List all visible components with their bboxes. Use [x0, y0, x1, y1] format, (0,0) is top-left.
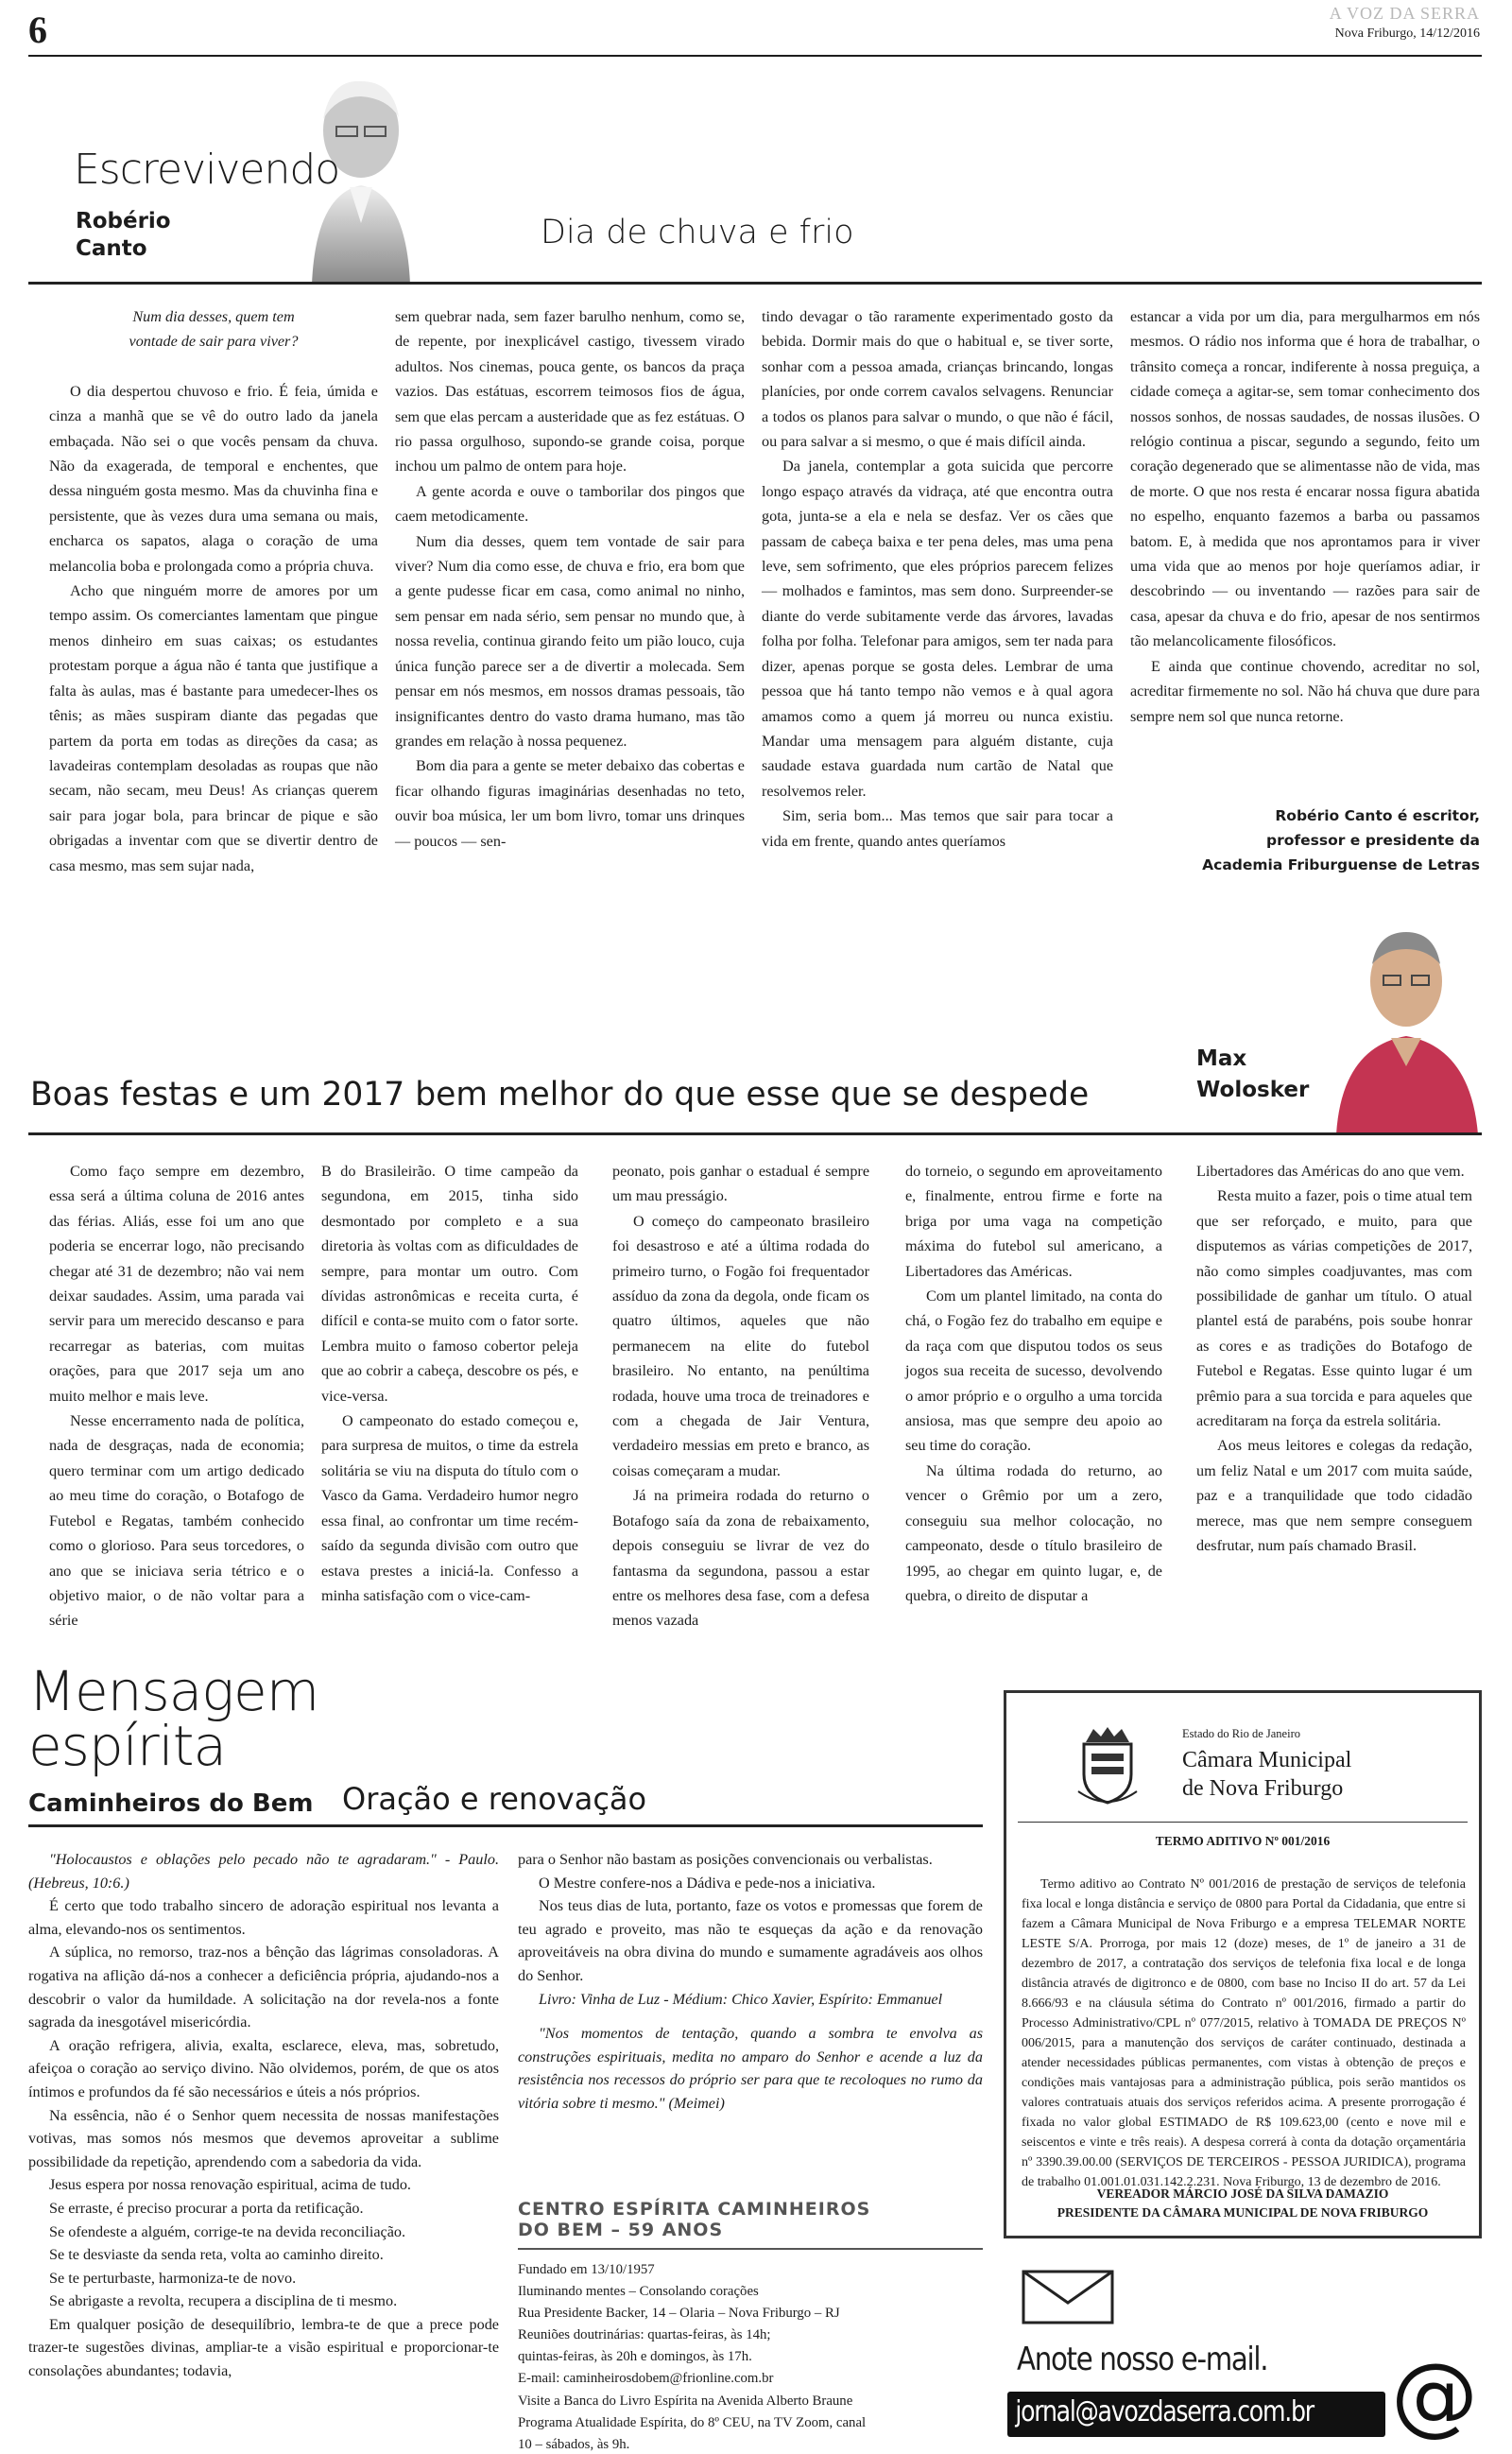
header-rule — [28, 55, 1482, 57]
article1-col4: estancar a vida por um dia, para mergulharmos em nós mesmos. O rádio nos informa que é hora de trabalhar, o trânsito começa a roncar, indiferente à nossa preguiça, a cidade começa a agitar-se, sem tomar conhecimento dos nossos sonhos, de nossas saudades, de nossas ilusões. O relógio continua a piscar, segundo a segundo, feito um coração degenerado que se alimentasse não de vida, mas de morte. O que nos resta é encarar nossa figura abatida no espelho, enquanto fazemos a barba ou passamos batom. E, à medida que nos aprontamos para ir viver uma vida que ao menos por hoje queríamos adiar, ir descobrindo — ou inventando — razões para sair de casa, apesar da chuva e do frio, apesar de nos sentirmos tão melancolicamente filosóficos. E ainda que continue chovendo, acreditar no sol, acreditar firmemente no sol. Não há chuva que dure para sempre nem sol que nunca retorne. — [1130, 308, 1480, 725]
notice-rule — [1018, 1822, 1468, 1823]
section-escrevivendo: Escrevivendo — [74, 146, 340, 194]
section-rule — [28, 282, 1482, 285]
author-photo-max — [1332, 915, 1482, 1134]
notice-state: Estado do Rio de Janeiro — [1182, 1727, 1300, 1740]
article3-col1: "Holocaustos e oblações pelo pecado não te agradaram." - Paulo. (Hebreus, 10:6.) É certo que todo trabalho sincero de adoração espiritual nos levanta a alma, elevando-nos os sentimentos. A súplica, no remorso, traz-nos a bênção das lágrimas consoladoras. A rogativa na aflição dá-nos a conhecer a deficiência própria, ajudando-nos a descobrir o valor da humildade. A solicitação na dor revela-nos a fonte sagrada da inesgotável misericórdia. A oração refrigera, alivia, exalta, esclarece, eleva, mas, sobretudo, afeiçoa o coração ao serviço divino. Não olvidemos, porém, de que os atos íntimos e profundos da fé são necessários e úteis a nós próprios. Na essência, não é o Senhor quem necessita de nossas manifestações votivas, mas somos nós mesmos que devemos aproveitar a sublime possibilidade da repetição, aprendendo com a sabedoria da vida. Jesus espera por nossa renovação espiritual, acima de tudo. Se erraste, é preciso procurar a porta da retificação. Se ofendeste a alguém, corrige-te na devida reconciliação. Se te desviaste da senda reta, volta ao caminho direito. Se te perturbaste, harmoniza-te de novo. Se abrigaste a revolta, recupera a disciplina de ti mesmo. Em qualquer posição de desequilíbrio, lembra-te de que a prece pode trazer-te sugestões divinas, ampliar-te a visão espiritual e proporcionar-te consolações abundantes; todavia, — [28, 1851, 499, 2380]
notice-org: Câmara Municipal de Nova Friburgo — [1182, 1748, 1352, 1801]
page-number: 6 — [28, 9, 47, 51]
at-sign-icon: @ — [1391, 2344, 1478, 2445]
ad-line1: Anote nosso e-mail. — [1017, 2341, 1268, 2378]
email-ad — [1004, 2259, 1482, 2448]
author-max: Max Wolosker — [1196, 1046, 1310, 1103]
section-mensagem-espirita: Mensagem espírita — [28, 1659, 319, 1778]
masthead: A VOZ DA SERRA — [1329, 4, 1480, 23]
headline-dia-de-chuva: Dia de chuva e frio — [541, 214, 854, 251]
article2-col3: peonato, pois ganhar o estadual é sempre um mau presságio. O começo do campeonato brasileiro foi desastroso e até a última rodada do primeiro turno, o Fogão foi frequentador assíduo da zona da degola, onde ficam os quatro últimos, aqueles que não permanecem na elite do futebol brasileiro. No entanto, na penúltima rodada, houve uma troca de treinadores e com a chegada de Jair Ventura, verdadeiro messias em preto e branco, as coisas começaram a mudar. Já na primeira rodada do returno o Botafogo saía da zona de rebaixamento, depois conseguiu se livrar de vez do fantasma da segundona, passou a estar entre os melhores desa fase, com a defesa menos vazada — [612, 1163, 869, 1630]
section-rule — [28, 1824, 983, 1827]
article1-col1: Num dia desses, quem tem vontade de sair para viver? O dia despertou chuvoso e frio. É feia, úmida e cinza a manhã que se vê do outro lado da janela embaçada. Não sei o que vocês pensam da chuva. Não da exagerada, de temporal e enchentes, que dessa ninguém gosta mesmo. Mas da chuvinha fina e persistente, que às vezes dura uma semana ou mais, encharca os sapatos, alaga o coração de uma melancolia boba e prolongada como a própria chuva. Acho que ninguém morre de amores por um tempo assim. Os comerciantes lamentam que pingue menos dinheiro em suas caixas; os estudantes protestam porque a água não é tanta que justifique a falta às aulas, mas é bastante para umedecer-lhes os tênis; as mães suspiram diante das pegadas que partem da porta em todas as direções da casa; as lavadeiras contemplam desoladas as roupas que não secam, não secam, meu Deus! As crianças querem sair para jogar bola, para brincar de pique e são obrigadas a inventar com que se divertir dentro de casa mesmo, mas sem sujar nada, — [49, 308, 378, 874]
article2-col1: Como faço sempre em dezembro, essa será a última coluna de 2016 antes das férias. Aliás, esse foi um ano que poderia se encerrar logo, não precisando chegar até 31 de dezembro; não vai nem deixar saudades. Assim, uma parada vai servir para um merecido descanso e para recarregar as baterias, com muitas orações, para que 2017 seja um ano muito melhor e mais leve. Nesse encerramento nada de política, nada de desgraças, nada de economia; quero terminar com um artigo dedicado ao meu time do coração, o Botafogo de Futebol e Regatas, também conhecido como o glorioso. Para seus torcedores, o ano que se iniciava seria tétrico e o objetivo maior, o de não voltar para a série — [49, 1163, 304, 1630]
headline-boas-festas: Boas festas e um 2017 bem melhor do que esse que se despede — [30, 1076, 1090, 1114]
legal-notice — [1004, 1690, 1482, 2238]
ad-email-box — [1007, 2392, 1385, 2437]
article3-col2: para o Senhor não bastam as posições convencionais ou verbalistas. O Mestre confere-nos a Dádiva e pede-nos a iniciativa. Nos teus dias de luta, portanto, faze os votos e promessas que forem de teu agrado e proveito, mas não te esqueças da ação e da renovação aproveitáveis na obra divina do mundo e sumamente agradáveis aos olhos do Senhor. Livro: Vinha de Luz - Médium: Chico Xavier, Espírito: Emmanuel "Nos momentos de tentação, quando a sombra te envolva as construções espirituais, medita no amparo do Senhor e acende a luz da resistência nos recessos do próprio ser para que te recoloques no rumo da vitória sobre ti mesmo." (Meimei) — [518, 1851, 983, 2112]
issue-date: Nova Friburgo, 14/12/2016 — [1334, 26, 1480, 41]
article1-col2: sem quebrar nada, sem fazer barulho nenhum, como se, de repente, por inexplicável castigo, tivessem virado adultos. Nos cinemas, pouca gente, os bancos da praça vazios. Das estátuas, escorrem teimosos fios de água, sem que elas percam a austeridade que as fez estátuas. O rio passa orgulhoso, supondo-se grande coisa, porque inchou um palmo de ontem para hoje. A gente acorda e ouve o tamborilar dos pingos que caem metodicamente. Num dia desses, quem tem vontade de sair para viver? Num dia como esse, de chuva e frio, era bom que a gente pudesse ficar em casa, como animal no ninho, sem pensar em nada sério, sem pensar no mundo que, à nossa revelia, continua girando feito um pião louco, cuja única função parece ser a de divertir a molecada. Sem pensar em nós mesmos, em nossos dramas pessoais, tão insignificantes dentro do vasto drama humano, mas tão grandes em relação à nossa pequenez. Bom dia para a gente se meter debaixo das cobertas e ficar olhando figuras imaginárias desenhadas no teto, ouvir boa música, ler um bom livro, tomar uns drinques — poucos — sen- — [395, 308, 745, 850]
centro-espirita-title: CENTRO ESPÍRITA CAMINHEIROS DO BEM – 59 ANOS — [518, 2199, 871, 2240]
author-bio: Robério Canto é escritor, professor e presidente da Academia Friburguense de Letras — [1202, 807, 1480, 873]
headline-oracao: Oração e renovação — [342, 1781, 647, 1817]
author-roberio: Robério Canto — [76, 209, 171, 262]
article1-col3: tindo devagar o tão raramente experimentado gosto da bebida. Dormir mais do que o habitual e, se tiver sorte, sonhar com a pessoa amada, crianças brincando, longas planícies, por onde correm cavalos selvagens. Renunciar a todos os planos para salvar o mundo, o que não é fácil, ou para salvar a si mesmo, o que é mais difícil ainda. Da janela, contemplar a gota suicida que percorre longo espaço através da vidraça, até que encontra outra gota, junta-se a ela e nela se desfaz. Ver os cães que passam de cabeça baixa e ter pena deles, mas uma pena leve, sem sofrimento, que eles próprios parecem felizes — molhados e famintos, mas sem dono. Surpreender-se diante do verde subitamente verde das árvores, lavadas folha por folha. Telefonar para amigos, sem ter nada para dizer, apenas porque se gosta deles. Lembrar de uma pessoa que há tanto tempo não vemos e à qual agora amamos como a quem já morreu ou nunca existiu. Mandar uma mensagem para alguém distante, cuja saudade estava guardada num cartão de Natal que resolvemos reler. Sim, seria bom... Mas temos que sair para tocar a vida em frente, quando antes queríamos — [762, 308, 1113, 850]
article2-col2: B do Brasileirão. O time campeão da segundona, em 2015, tinha sido desmontado por completo e a sua diretoria às voltas com as dificuldades de sempre, para montar um outro. Com dívidas astronômicas e receita curta, é difícil e conta-se muito com o fator sorte. Lembra muito o famoso cobertor peleja que ao cobrir a cabeça, descobre os pés, e vice-versa. O campeonato do estado começou e, para surpresa de muitos, o time da estrela solitária se viu na disputa do título com o Vasco da Gama. Verdadeiro humor negro essa final, ao confrontar um time recém-saído da segunda divisão com outro que estava prestes a iniciá-la. Confesso a minha satisfação com o vice-cam- — [321, 1163, 578, 1604]
article2-col4: do torneio, o segundo em aproveitamento e, finalmente, entrou firme e forte na briga por uma vaga na competição máxima do futebol sul americano, a Libertadores das Américas. Com um plantel limitado, na conta do chá, o Fogão fez do trabalho em equipe e da raça com que disputou todos os seus jogos sua receita de sucesso, devolvendo o amor próprio e o orgulho a uma torcida ansiosa, mas que sempre deu apoio ao seu time do coração. Na última rodada do returno, ao vencer o Grêmio por um a zero, conseguiu sua melhor colocação, no campeonato, desde o título brasileiro de 1995, ao chegar em quinto lugar, e, de quebra, o direito de disputar a — [905, 1163, 1162, 1604]
notice-body: Termo aditivo ao Contrato Nº 001/2016 de prestação de serviços de telefonia fixa local e longa distância e serviço de 0800 para Portal da Cidadania, que entre si fazem a Câmara Municipal de Nova Friburgo e a empresa TELEMAR NORTE LESTE S/A. Prorroga, por mais 12 (doze) meses, de 1º de janeiro a 31 de dezembro de 2017, a contratação dos serviços de telefonia fixa local e de longa distância através de digitronco e de 0800, com base no Inciso II do art. 57 da Lei 8.666/93 e na cláusula sétima do Contrato nº 001/2016, firmado a partir do Processo Administrativo/CPL nº 077/2015, relativo à TOMADA DE PREÇOS Nº 006/2015, para a manutenção dos serviços de caráter continuado, destinada a atender necessidades públicas permanentes, com vistas à obtenção de preços e condições mais vantajosas para a administração pública, pois serão mantidos os valores contratuais atuais dos serviços referidos acima. A presente prorrogação é fixada no valor global ESTIMADO de R$ 109.623,00 (cento e nove mil e seiscentos e vinte e três reais). A despesa correrá à conta da dotação orçamentária nº 3390.39.00.00 (SERVIÇOS DE TERCEIROS - PESSOA JURIDICA), programa de trabalho 01.001.01.031.142.2.231. Nova Friburgo, 13 de dezembro de 2016. — [1022, 1877, 1466, 2189]
centro-info: Fundado em 13/10/1957 Iluminando mentes – Consolando corações Rua Presidente Backer, 14 – Olaria – Nova Friburgo – RJ Reuniões doutrinárias: quartas-feiras, às 14h; quintas-feiras, às 20h e domingos, às 17h. E-mail: caminheirosdobem@frionline.com.br Visite a Banca do Livro Espírita na Avenida Alberto Braune Programa Atualidade Espírita, do 8º CEU, na TV Zoom, canal 10 – sábados, às 9h. — [518, 2262, 867, 2452]
coat-of-arms-icon — [1074, 1725, 1141, 1806]
notice-term-title: TERMO ADITIVO Nº 001/2016 — [1155, 1834, 1331, 1848]
article2-col5: Libertadores das Américas do ano que vem. Resta muito a fazer, pois o time atual tem que ser reforçado, e muito, para que disputemos as várias competições de 2017, não como simples coadjuvantes, mas com possibilidade de ganhar um título. O atual plantel está de parabéns, pois soube honrar as cores e as tradições do Botafogo de Futebol e Regatas. Esse quinto lugar é um prêmio para a sua torcida e para aqueles que acreditaram na força da estrela solitária. Aos meus leitores e colegas da redação, um feliz Natal e um 2017 com muita saúde, paz e a tranquilidade que todo cidadão merece, mas que nem sempre conseguem desfrutar, num país chamado Brasil. — [1196, 1163, 1472, 1555]
notice-signature: VEREADOR MÁRCIO JOSÉ DA SILVA DAMAZIO PRESIDENTE DA CÂMARA MUNICIPAL DE NOVA FRIBURGO — [1057, 2186, 1429, 2220]
centro-rule — [518, 2248, 983, 2250]
envelope-icon — [1021, 2269, 1115, 2325]
author-caminheiros: Caminheiros do Bem — [28, 1789, 314, 1818]
ad-email[interactable]: jornal@avozdaserra.com.br — [1015, 2395, 1314, 2428]
section-rule — [28, 1132, 1482, 1135]
